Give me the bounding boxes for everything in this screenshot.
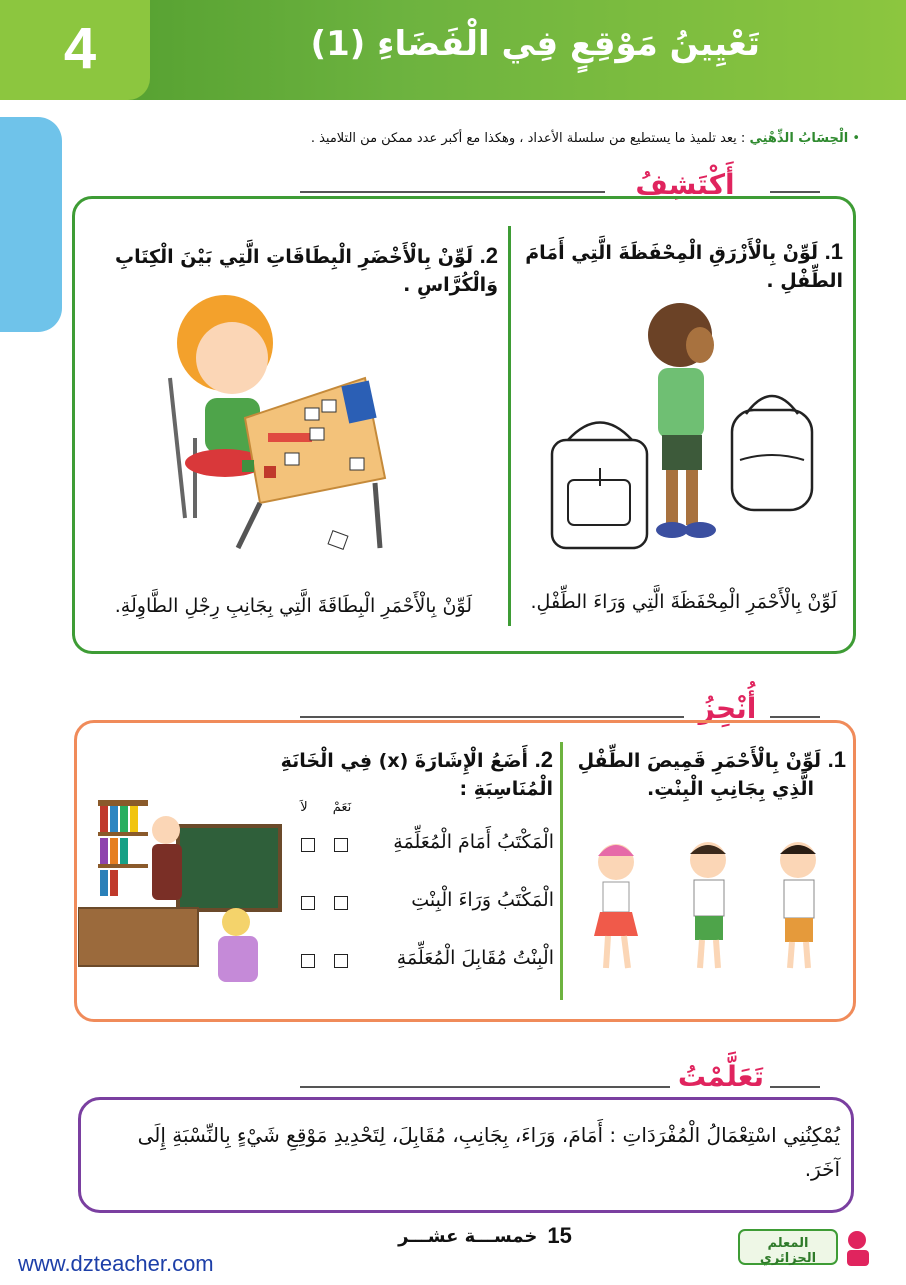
practice-heading: أُنْجِزُ: [698, 692, 757, 725]
teacher-figure: [152, 816, 182, 900]
task-number: 2.: [479, 243, 498, 268]
boy-with-backpacks-illustration: [540, 290, 830, 560]
learned-text: يُمْكِنُنِي اسْتِعْمَالُ الْمُفْرَدَاتِ : أَمَامَ، وَرَاءَ، بِجَانِبِ، مُقَابِلَ، لِتَحْدِيدِ مَوْقِعِ شَيْءٍ بِالنِّسْبَةِ إِلَى آخَرَ.: [137, 1123, 840, 1181]
backpack-left-icon[interactable]: [552, 423, 647, 549]
practice-task-2: [220, 746, 553, 803]
chalkboard-icon: [178, 826, 280, 910]
footer-url-link[interactable]: www.dzteacher.com: [18, 1251, 214, 1276]
page-number-words: خمســـة عشـــر: [398, 1225, 538, 1247]
task-number: 1.: [827, 747, 846, 772]
statement-text: الْبِنْتُ مُقَابِلَ الْمُعَلِّمَةِ: [396, 947, 554, 969]
right-boy-figure: [780, 842, 816, 968]
heading-rule: [300, 716, 684, 718]
task-number: 2.: [534, 747, 553, 772]
brand-logo-text: المعلم الجزائري: [759, 1236, 817, 1266]
bullet-icon: •: [852, 131, 860, 146]
discover-divider: [508, 226, 511, 626]
statement-text: الْمَكْتَبُ وَرَاءَ الْبِنْتِ: [411, 889, 554, 911]
child-at-table-illustration: [150, 288, 400, 568]
desk-icon: [78, 908, 198, 966]
learned-heading: تَعَلَّمْتُ: [677, 1060, 765, 1093]
task-instruction-line-1: لَوِّنْ بِالْأَحْمَرِ قَمِيصَ الطِّفْلِ: [577, 750, 821, 772]
practice-divider: [560, 742, 563, 1000]
bookshelf-icon: [98, 800, 148, 896]
heading-rule: [300, 1086, 670, 1088]
page-number-footer: [380, 1222, 590, 1250]
side-tab: [0, 117, 62, 332]
lesson-number: 4: [63, 16, 97, 81]
heading-rule: [770, 191, 820, 193]
classroom-illustration: [78, 800, 288, 990]
discover-task-2-caption: لَوِّنْ بِالْأَحْمَرِ الْبِطَاقَةَ الَّتِي بِجَانِبِ رِجْلِ الطَّاوِلَةِ.: [114, 595, 472, 617]
yes-checkbox[interactable]: [334, 950, 348, 969]
heading-rule: [300, 191, 605, 193]
backpack-right-icon[interactable]: [732, 396, 812, 510]
task-instruction: أَضَعُ الْإِشَارَةَ (x) فِي الْخَانَةِ الْمُنَاسِبَةِ :: [280, 750, 553, 800]
no-column-label: لاَ: [300, 800, 308, 815]
discover-task-1: [515, 238, 843, 295]
task-number: 1.: [824, 239, 843, 264]
mental-math-line: [150, 127, 860, 151]
yes-checkbox[interactable]: [334, 892, 348, 911]
middle-boy-figure[interactable]: [690, 842, 726, 968]
mental-math-label: الْحِسَابُ الذِّهْنِي: [749, 131, 849, 146]
no-checkbox[interactable]: [301, 834, 315, 853]
notebook-icon: [268, 433, 312, 442]
girl-figure: [594, 844, 638, 968]
discover-task-1-caption: لَوِّنْ بِالْأَحْمَرِ الْمِحْفَظَةَ الَّتِي وَرَاءَ الطِّفْلِ.: [530, 591, 837, 613]
yes-checkbox[interactable]: [334, 834, 348, 853]
no-checkbox[interactable]: [301, 950, 315, 969]
no-checkbox[interactable]: [301, 892, 315, 911]
boy-figure: [648, 303, 716, 538]
task-instruction-line-2: الَّذِي بِجَانِبِ الْبِنْتِ.: [647, 778, 814, 800]
practice-task-1: [572, 746, 846, 803]
discover-heading: أَكْتَشِفُ: [635, 168, 735, 201]
task-instruction: لَوِّنْ بِالْأَخْضَرِ الْبِطَاقَاتِ الَّتِي بَيْنَ الْكِتَابِ وَالْكُرَّاسِ .: [115, 246, 498, 296]
yes-column-label: نَعَمْ: [332, 800, 352, 815]
page-title: تَعْيِينُ مَوْقِعٍ فِي الْفَضَاءِ (1): [310, 24, 760, 64]
brand-logo: [735, 1222, 885, 1272]
page-number: 15: [547, 1223, 572, 1248]
three-children-illustration: [568, 828, 846, 978]
girl-student-figure: [218, 908, 258, 982]
chair-icon: [170, 378, 195, 518]
heading-rule: [770, 1086, 820, 1088]
task-instruction: لَوِّنْ بِالْأَزْرَقِ الْمِحْفَظَةَ الَّتِي أَمَامَ الطِّفْلِ .: [525, 242, 843, 292]
heading-rule: [770, 716, 820, 718]
mental-math-text: : يعد تلميذ ما يستطيع من سلسلة الأعداد ، وهكذا مع أكبر عدد ممكن من التلاميذ .: [310, 131, 746, 146]
statement-text: الْمَكْتَبُ أَمَامَ الْمُعَلِّمَةِ: [393, 831, 554, 853]
